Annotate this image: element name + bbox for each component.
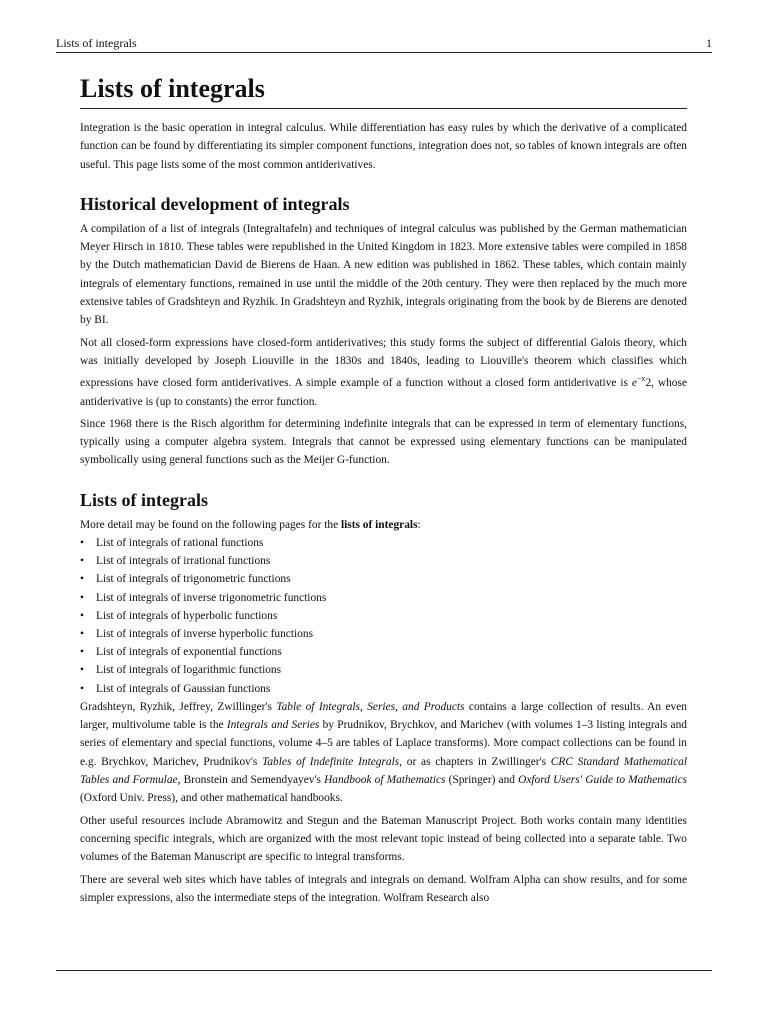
historical-paragraph-3: Since 1968 there is the Risch algorithm for determining indefinite integrals that can be expressed in term of elementary functions, typically using a computer algebra system. Integrals that cannot be expressed using elementary functions can be manipulated symbolically using general functions such as the Meijer G-function. — [80, 417, 687, 467]
bullet-icon: • — [80, 555, 84, 568]
historical-paragraph-2-end: , whose antiderivative is (up to constants) the error function. — [80, 377, 687, 408]
list-item[interactable] — [80, 534, 687, 552]
intro-paragraph: Integration is the basic operation in integral calculus. While differentiation has easy rules by which the derivative of a complicated function can be found by differentiating its simpler component functions, integration does not, so tables of known integrals are often useful. This page lists some of the most common antiderivatives. — [80, 122, 687, 171]
section-heading-lists: Lists of integrals — [80, 489, 208, 510]
list-item[interactable] — [80, 661, 687, 679]
book-title-tables-of-indefinite-integrals: Tables of Indefinite Integrals — [262, 755, 400, 768]
bullet-icon: • — [80, 682, 84, 695]
references-paragraph — [80, 698, 687, 808]
list-item-label: List of integrals of Gaussian functions — [96, 682, 271, 695]
references-text-4: , or as chapters in Zwillinger's — [399, 755, 551, 768]
list-item-label: List of integrals of exponential functions — [96, 646, 282, 659]
list-item-label: List of integrals of rational functions — [96, 537, 264, 550]
bullet-icon: • — [80, 646, 84, 659]
bullet-icon: • — [80, 609, 84, 622]
integral-list — [80, 534, 687, 698]
list-item[interactable] — [80, 552, 687, 570]
page-number: 1 — [706, 36, 712, 50]
bullet-icon: • — [80, 664, 84, 677]
running-header — [56, 36, 712, 53]
running-header-title: Lists of integrals — [56, 36, 137, 50]
lists-lead-paragraph — [80, 516, 687, 534]
list-item[interactable] — [80, 625, 687, 643]
references-text-7: (Oxford Univ. Press), and other mathematical handbooks. — [80, 792, 343, 805]
lists-lead-text: More detail may be found on the following pages for the — [80, 518, 341, 531]
page-title: Lists of integrals — [80, 72, 687, 109]
book-title-handbook-of-mathematics: Handbook of Mathematics — [324, 774, 446, 787]
bullet-icon: • — [80, 591, 84, 604]
bullet-icon: • — [80, 628, 84, 641]
historical-paragraph-1: A compilation of a list of integrals (Integraltafeln) and techniques of integral calculus was published by the German mathematician Meyer Hirsch in 1810. These tables were republished in the United Kingdom in 1823. More extensive tables were compiled in 1858 by the Dutch mathematician David de Bierens de Haan. A new edition was published in 1862. These tables, which contain mainly integrals of elementary functions, remained in use until the middle of the 20th century. They were then replaced by the much more extensive tables of Gradshteyn and Ryzhik. In Gradshteyn and Ryzhik, integrals originating from the book by de Bierens are denoted by BI. — [80, 222, 687, 327]
list-item-label: List of integrals of irrational functions — [96, 555, 271, 568]
list-item-label: List of integrals of trigonometric functions — [96, 573, 291, 586]
bullet-icon: • — [80, 537, 84, 550]
lists-lead-bold: lists of integrals — [340, 518, 418, 531]
list-item[interactable] — [80, 570, 687, 588]
list-item-label: List of integrals of logarithmic functions — [96, 664, 282, 677]
web-resources-paragraph: There are several web sites which have tables of integrals and integrals on demand. Wolfram Alpha can show results, and for some simpler expressions, also the intermediate steps of the integration. Wolfram Research also — [80, 873, 687, 904]
references-text-5: , Bronstein and Semendyayev's — [177, 774, 325, 787]
math-expression-tail: 2 — [645, 377, 652, 390]
book-title-oxford-users-guide: Oxford Users' Guide to Mathematics — [518, 774, 687, 787]
math-expression-exponent: −x — [636, 374, 646, 384]
book-title-crc-tables: CRC Standard Mathematical Tables and Formulae — [80, 755, 687, 787]
list-item[interactable] — [80, 607, 687, 625]
list-item-label: List of integrals of inverse trigonometric functions — [96, 591, 327, 604]
historical-paragraph-2-text: Not all closed-form expressions have closed-form antiderivatives; this study forms the subject of differential Galois theory, which was initially developed by Joseph Liouville in the 1830s and 1840s, leading to Liouville's theorem which classifies which expressions have closed form antiderivatives. A simple example of a function without a closed form antiderivative is — [80, 336, 687, 390]
article-body — [80, 72, 687, 906]
bullet-icon: • — [80, 573, 84, 586]
math-expression-base: e — [631, 377, 637, 390]
list-item[interactable] — [80, 643, 687, 661]
lists-lead-colon: : — [417, 518, 421, 531]
footer-divider — [56, 970, 712, 971]
section-heading-historical: Historical development of integrals — [80, 193, 350, 214]
list-item[interactable] — [80, 589, 687, 607]
book-title-integrals-and-series: Integrals and Series — [226, 719, 320, 732]
references-text-1: Gradshteyn, Ryzhik, Jeffrey, Zwillinger's — [80, 700, 277, 713]
references-text-3: by Prudnikov, Brychkov, and Marichev (with volumes 1–3 listing integrals and series of elementary and special functions, volume 4–5 are tables of Laplace transforms). More compact collections can be found in e.g. Brychkov, Marichev, Prudnikov's — [80, 719, 687, 768]
list-item-label: List of integrals of hyperbolic functions — [96, 609, 278, 622]
list-item-label: List of integrals of inverse hyperbolic functions — [96, 628, 314, 641]
historical-paragraph-2 — [80, 334, 687, 411]
references-text-6: (Springer) and — [445, 774, 519, 787]
list-item[interactable] — [80, 680, 687, 698]
references-text-2: contains a large collection of results. An even larger, multivolume table is the — [80, 700, 687, 732]
book-title-table-of-integrals: Table of Integrals, Series, and Products — [276, 700, 465, 713]
other-resources-paragraph: Other useful resources include Abramowitz and Stegun and the Bateman Manuscript Project. Both works contain many identities concerning specific integrals, which are organized with the most relevant topic instead of being collected into a separate table. Two volumes of the Bateman Manuscript are specific to integral transforms. — [80, 814, 687, 864]
